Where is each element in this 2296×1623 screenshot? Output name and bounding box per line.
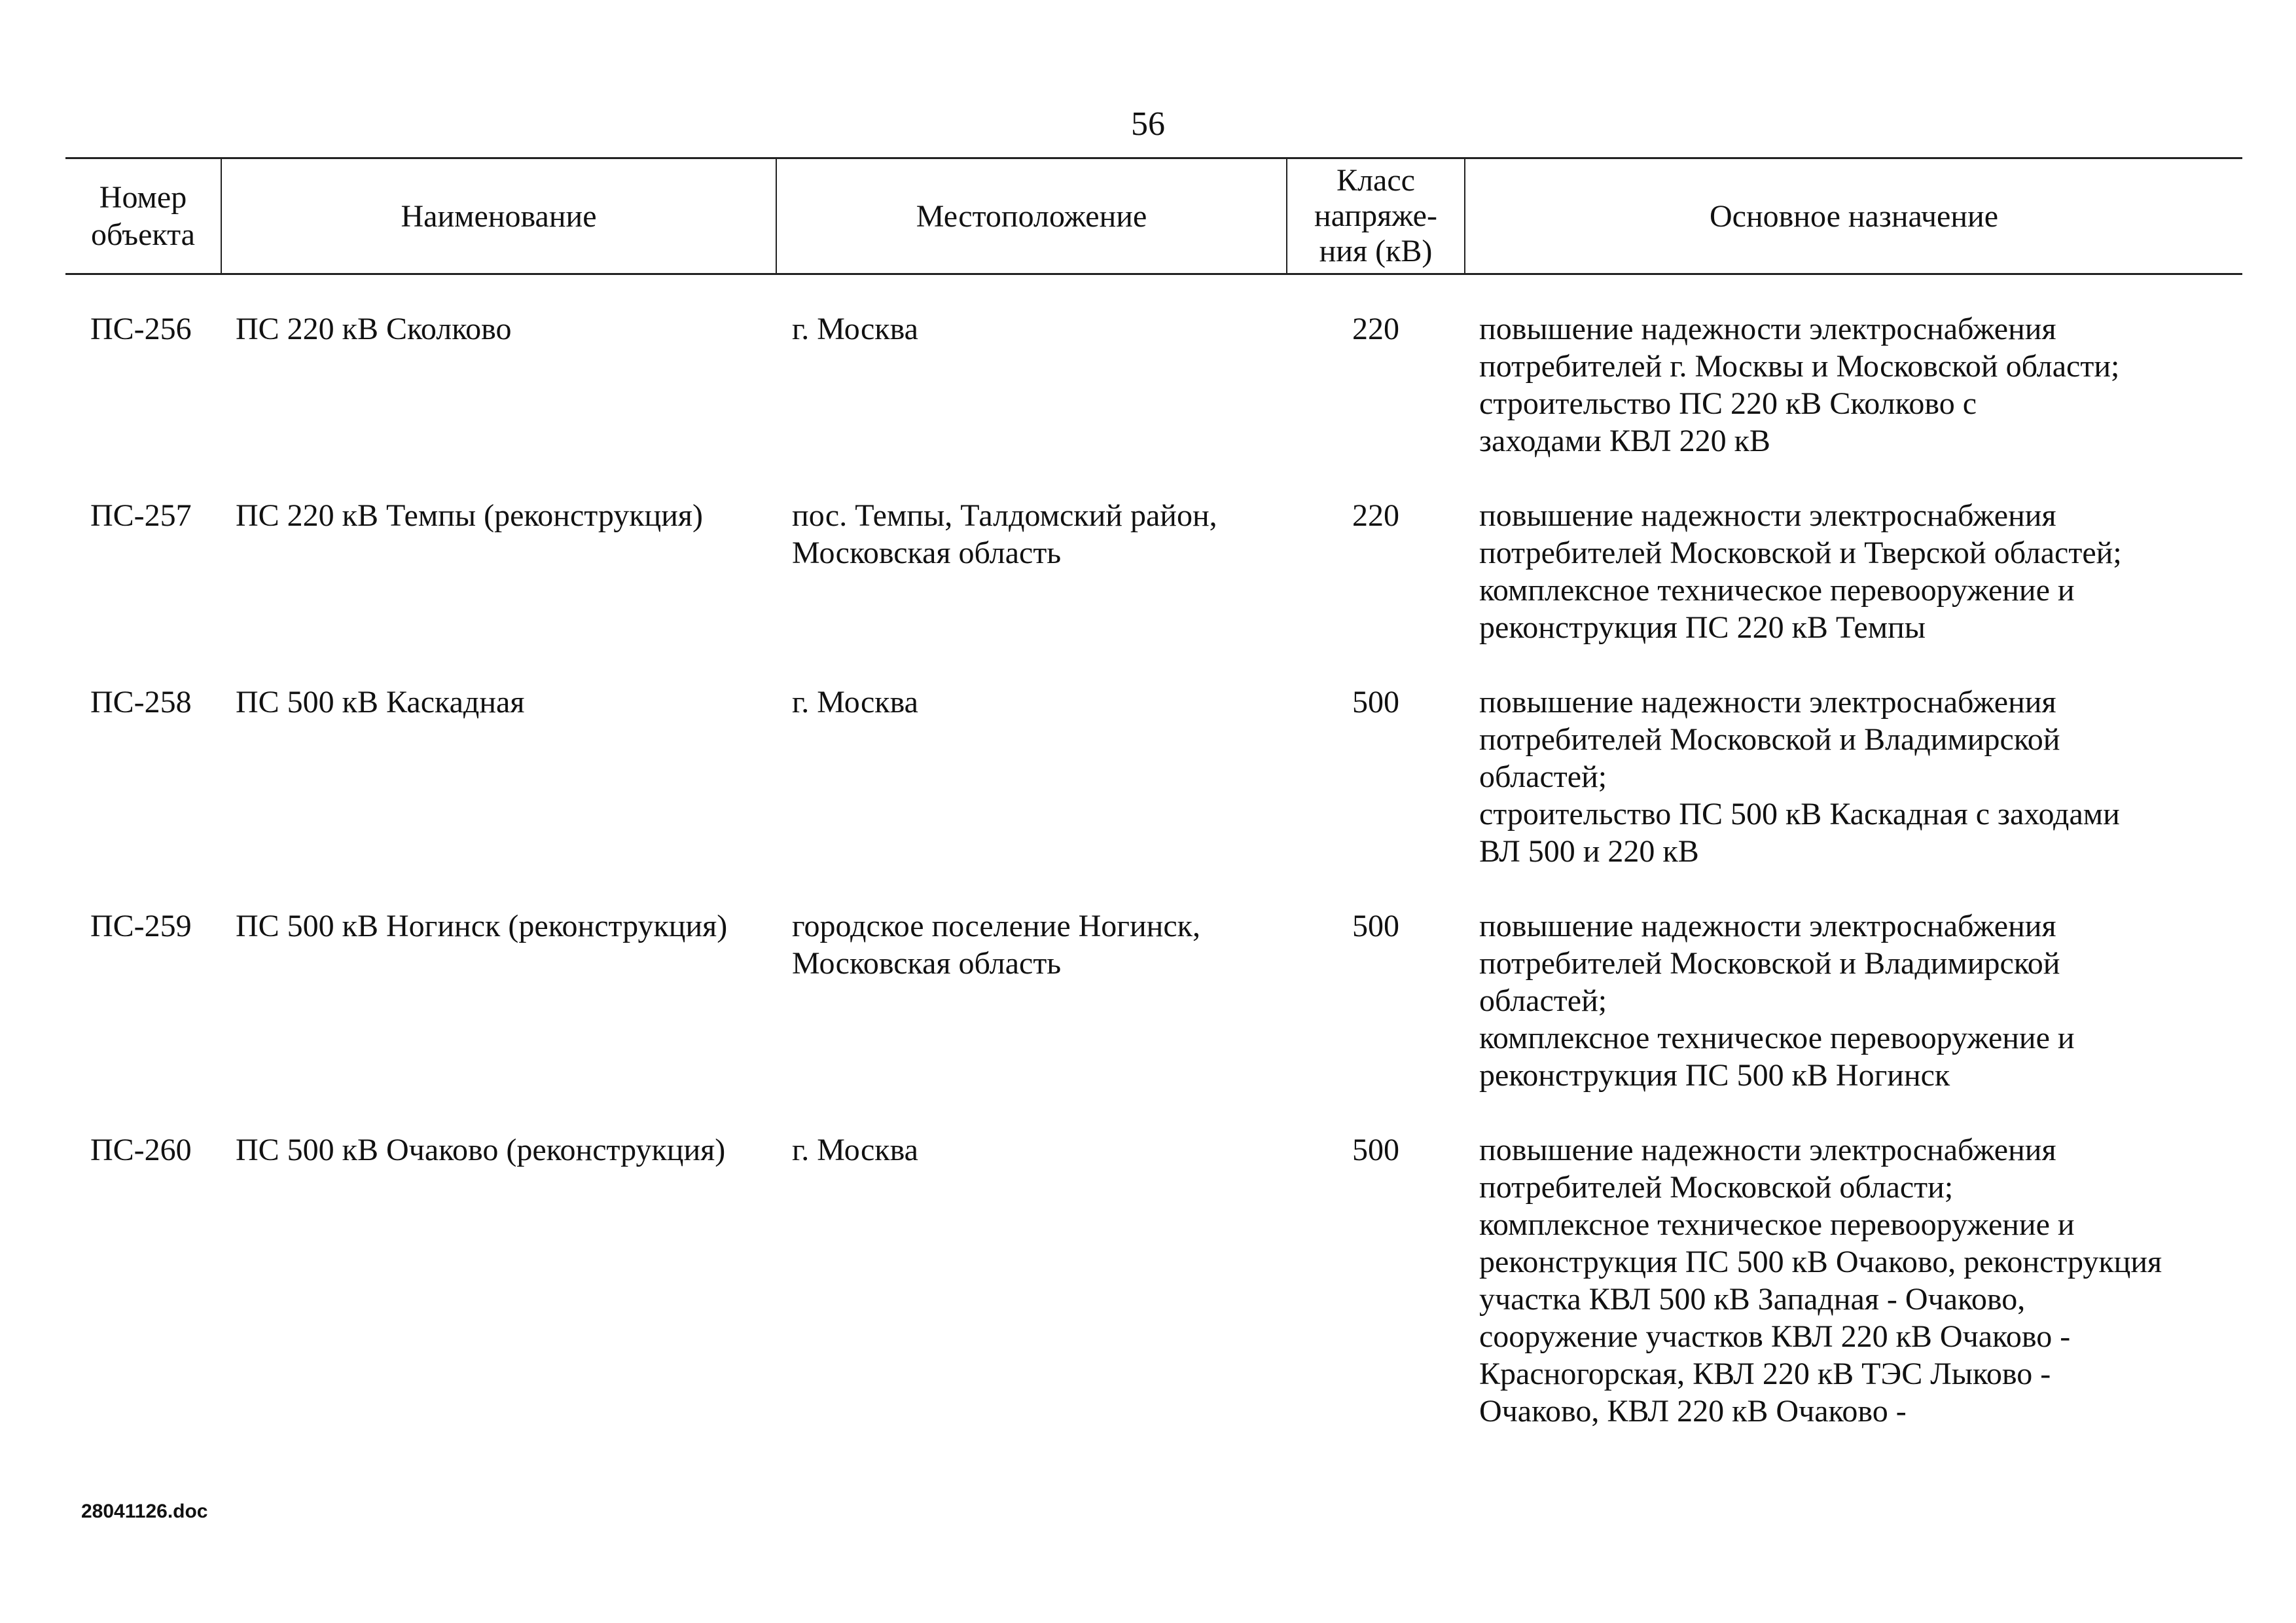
object-location: пос. Темпы, Талдомский район, Московская область <box>792 498 1217 570</box>
object-name: ПС 500 кВ Очаково (реконструкция) <box>236 1133 726 1167</box>
voltage-class: 500 <box>1352 685 1399 720</box>
header-location: Местоположение <box>776 158 1287 274</box>
object-number: ПС-259 <box>90 909 192 943</box>
voltage-class: 220 <box>1352 498 1399 533</box>
table-row <box>65 684 2242 907</box>
voltage-class: 500 <box>1352 909 1399 943</box>
page-number: 56 <box>1131 105 1165 143</box>
table-header-row <box>65 158 2242 274</box>
table-row <box>65 907 2242 1131</box>
header-name: Наименование <box>221 158 776 274</box>
table-row <box>65 1131 2242 1467</box>
object-purpose: повышение надежности электроснабжения потребителей Московской и Владимирской областей; строительство ПС 500 кВ Каскадная с заходами ВЛ 500 и 220 кВ <box>1479 685 2120 869</box>
object-purpose: повышение надежности электроснабжения потребителей Московской области; комплексное техническое перевооружение и реконструкция ПС 500 кВ Очаково, реконструкция участка КВЛ 500 кВ Западная - Очаково, сооружение участков КВЛ 220 кВ Очаково - Красногорская, КВЛ 220 кВ ТЭС Лыково - Очаково, КВЛ 220 кВ Очаково - <box>1479 1133 2162 1429</box>
voltage-class: 220 <box>1352 312 1399 346</box>
object-number: ПС-256 <box>90 312 192 346</box>
object-name: ПС 220 кВ Темпы (реконструкция) <box>236 498 703 533</box>
object-name: ПС 500 кВ Ногинск (реконструкция) <box>236 909 728 943</box>
object-location: г. Москва <box>792 1133 918 1167</box>
object-number: ПС-257 <box>90 498 192 533</box>
object-purpose: повышение надежности электроснабжения потребителей г. Москвы и Московской области; строительство ПС 220 кВ Сколково с заходами КВЛ 220 кВ <box>1479 312 2120 458</box>
object-location: городское поселение Ногинск, Московская область <box>792 909 1200 981</box>
object-location: г. Москва <box>792 685 918 720</box>
voltage-class: 500 <box>1352 1133 1399 1167</box>
header-object-number: Номер объекта <box>65 158 221 274</box>
object-name: ПС 500 кВ Каскадная <box>236 685 525 720</box>
objects-table <box>65 157 2242 1467</box>
table-row <box>65 310 2242 497</box>
footer-filename: 28041126.doc <box>81 1501 208 1522</box>
table-row <box>65 497 2242 684</box>
object-purpose: повышение надежности электроснабжения потребителей Московской и Владимирской областей; комплексное техническое перевооружение и реконструкция ПС 500 кВ Ногинск <box>1479 909 2075 1093</box>
header-voltage-class: Класс напряже- ния (кВ) <box>1287 158 1465 274</box>
object-name: ПС 220 кВ Сколково <box>236 312 512 346</box>
header-purpose: Основное назначение <box>1465 158 2242 274</box>
object-purpose: повышение надежности электроснабжения потребителей Московской и Тверской областей; комплексное техническое перевооружение и реконструкция ПС 220 кВ Темпы <box>1479 498 2122 645</box>
object-number: ПС-260 <box>90 1133 192 1167</box>
object-number: ПС-258 <box>90 685 192 720</box>
object-location: г. Москва <box>792 312 918 346</box>
